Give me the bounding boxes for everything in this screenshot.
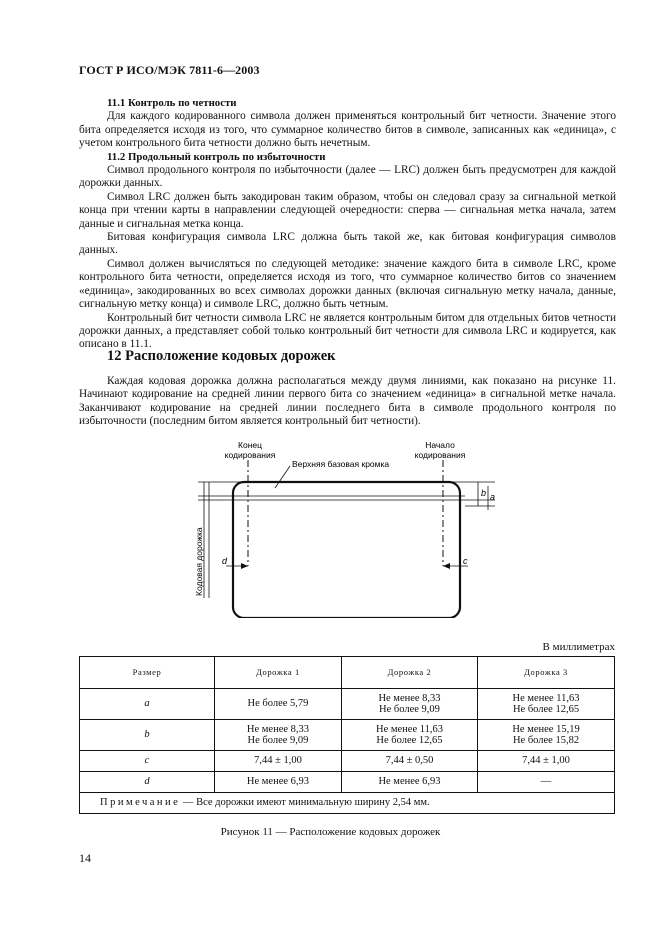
table-row xyxy=(80,751,615,772)
label-c: c xyxy=(463,556,468,566)
cell-line: Не менее 11,63 xyxy=(376,723,443,735)
figure-11 xyxy=(190,438,510,618)
table-cell xyxy=(215,720,342,751)
table-cell xyxy=(341,689,477,720)
heading-12: 12 Расположение кодовых дорожек xyxy=(107,348,336,364)
cell-line: Не менее 8,33 xyxy=(246,723,310,735)
label-d: d xyxy=(222,556,228,566)
header-cell: Размер xyxy=(80,657,215,689)
section-12-text xyxy=(79,375,616,429)
header-cell: Дорожка 2 xyxy=(341,657,477,689)
table-row xyxy=(80,689,615,720)
row-label: c xyxy=(80,751,215,772)
end-label-line1: Конец xyxy=(238,440,262,450)
cell-line: Не более 9,09 xyxy=(379,704,440,715)
paragraph: Контрольный бит четности символа LRC не является контрольным битом для отдельных битов четности дорожки данных, а представляет собой только контрольный бит четности для символа LRC и кодируется, как описано в 11.1. xyxy=(79,311,616,351)
table-row xyxy=(80,772,615,793)
cell-line: Не менее 11,63 xyxy=(512,692,580,704)
section-11-1 xyxy=(79,97,616,352)
table-cell: 7,44 ± 0,50 xyxy=(341,751,477,772)
table-cell: 7,44 ± 1,00 xyxy=(215,751,342,772)
page-number: 14 xyxy=(79,851,91,865)
cell-line: Не более 12,65 xyxy=(376,735,443,746)
note-text: — Все дорожки имеют минимальную ширину 2,54 мм. xyxy=(180,797,430,809)
heading-11-2: 11.2 Продольный контроль по избыточности xyxy=(107,150,326,163)
paragraph: Символ LRC должен быть закодирован таким образом, чтобы он следовал сразу за сигнальной меткой конца при чтении карты в направлении следующей очередности: сперва — сигнальная метка начала, затем данные и сигнальная метка конца. xyxy=(79,190,616,230)
table-cell xyxy=(478,720,615,751)
paragraph: Символ продольного контроля по избыточности (далее — LRC) должен быть предусмотрен для каждой дорожки данных. xyxy=(79,164,616,190)
table-cell: 7,44 ± 1,00 xyxy=(478,751,615,772)
heading-11-1: 11.1 Контроль по четности xyxy=(107,97,237,109)
card-outline xyxy=(233,482,460,618)
paragraph: Символ должен вычисляться по следующей методике: значение каждого бита в символе LRC, кроме контрольного бита четности, определяется исходя из того, что суммарное количество битов со значением «единица», закодированных во всех символах дорожки данных (включая сигнальную метку начала, данные, сигнальную метку конца) и символе LRC, должно быть четным. xyxy=(79,257,616,311)
table-cell: Не менее 6,93 xyxy=(341,772,477,793)
label-b: b xyxy=(481,488,487,498)
arrow-c xyxy=(443,563,450,569)
row-label: a xyxy=(80,689,215,720)
start-label-line1: Начало xyxy=(425,440,455,450)
cell-line: Не более 12,65 xyxy=(512,704,580,715)
row-label: d xyxy=(80,772,215,793)
start-label-line2: кодирования xyxy=(414,450,466,460)
figure-caption: Рисунок 11 — Расположение кодовых дорожек xyxy=(220,826,441,838)
table-row xyxy=(80,720,615,751)
header-cell: Дорожка 1 xyxy=(215,657,342,689)
edge-label: Верхняя базовая кромка xyxy=(292,459,390,469)
table-cell: — xyxy=(478,772,615,793)
cell-line: Не более 15,82 xyxy=(512,735,580,746)
table-header-row xyxy=(80,657,615,689)
end-label-line2: кодирования xyxy=(224,450,276,460)
row-label: b xyxy=(80,720,215,751)
dimensions-table xyxy=(79,656,615,814)
edge-leader xyxy=(275,466,290,488)
paragraph: Для каждого кодированного символа должен применяться контрольный бит четности. Значение этого бита определяется исходя из того, что суммарное количество битов в символе, записанных как «единица», с учетом контрольного бита четности должно быть нечетным. xyxy=(79,110,616,150)
cell-line: Не более 9,09 xyxy=(247,735,309,746)
cell-line: Не менее 15,19 xyxy=(512,723,580,735)
label-a: a xyxy=(490,492,496,502)
note-label: Примечание xyxy=(100,797,181,809)
table-note-row xyxy=(80,793,615,814)
track-label: Кодовая дорожка xyxy=(194,527,204,596)
units-note: В миллиметрах xyxy=(542,641,615,653)
paragraph: Каждая кодовая дорожка должна располагаться между двумя линиями, как показано на рисунке 11. Начинают кодирование на средней линии первого бита со значением «единица» в сигнальной метке начала. Заканчивают кодирование на средней линии последнего бита в символе продольного контроля по избыточности (последним битом является контрольный бит четности). xyxy=(79,375,616,428)
paragraph: Битовая конфигурация символа LRC должна быть такой же, как битовая конфигурация символов данных. xyxy=(79,231,616,257)
table-cell xyxy=(478,689,615,720)
table-note xyxy=(80,793,615,814)
table-cell: Не менее 6,93 xyxy=(215,772,342,793)
document-header: ГОСТ Р ИСО/МЭК 7811-6—2003 xyxy=(79,63,260,77)
table-cell xyxy=(341,720,477,751)
header-cell: Дорожка 3 xyxy=(478,657,615,689)
arrow-d xyxy=(241,563,248,569)
table-cell: Не более 5,79 xyxy=(215,689,342,720)
cell-line: Не менее 8,33 xyxy=(378,692,441,704)
